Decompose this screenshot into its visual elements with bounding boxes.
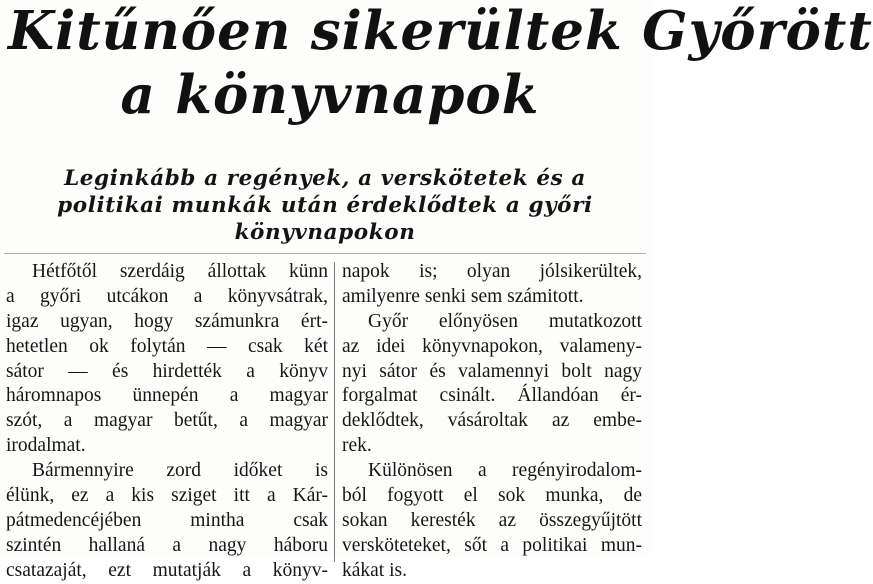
article-line: szót, a magyar betűt, a magyar <box>6 410 328 432</box>
article-line: irodalmat. <box>6 435 86 457</box>
article-line: Győr előnyösen mutatkozott <box>368 310 642 332</box>
article-line: deklődtek, vásároltak az embe- <box>342 410 642 432</box>
article-line: sokan keresték az összegyűjtött <box>342 509 642 531</box>
article-line: az idei könyvnapokon, valameny- <box>342 335 642 357</box>
column-divider <box>334 262 335 562</box>
subheadline-line-3: könyvnapokon <box>234 220 416 245</box>
article-line: nyi sátor és valamennyi bolt nagy <box>342 360 642 382</box>
article-line: a győri utcákon a könyvsátrak, <box>6 285 328 307</box>
article-line: ból fogyott el sok munka, de <box>342 485 642 507</box>
header-rule <box>4 253 646 254</box>
subheadline-line-1: Leginkább a regények, a verskötetek és a <box>64 166 586 191</box>
article-line: napok is; olyan jólsikerültek, <box>342 261 642 282</box>
article-line: Különösen a regényirodalom- <box>368 460 642 482</box>
article-line: pátmedencéjében mintha csak <box>6 509 328 531</box>
headline-line-1: Kitűnően sikerültek Győrött <box>8 0 873 62</box>
article-line: versköteteket, sőt a politikai mun- <box>342 534 642 556</box>
article-line: szintén hallaná a nagy háboru <box>6 534 328 556</box>
article-line: csatazaját, ezt mutatják a könyv- <box>6 559 328 581</box>
article-line: sátor — és hirdették a könyv <box>6 360 328 382</box>
article-line: kákat is. <box>342 559 407 581</box>
article-line: Hétfőtől szerdáig állottak künn <box>32 261 328 282</box>
article-line: élünk, ez a kis sziget itt a Kár- <box>6 485 328 507</box>
article-line: Bármennyire zord időket is <box>32 460 328 482</box>
article-column-left <box>6 260 328 584</box>
subheadline-line-2: politikai munkák után érdeklődtek a győri <box>57 193 593 218</box>
article-line: forgalmat csinált. Állandóan ér- <box>342 385 642 407</box>
headline-line-2: a könyvnapok <box>120 64 540 126</box>
article-line: igaz ugyan, hogy számunkra ért- <box>6 310 328 332</box>
article-column-right <box>342 260 642 584</box>
article-line: hetetlen ok folytán — csak két <box>6 335 328 357</box>
article-line: amilyenre senki sem számitott. <box>342 285 584 307</box>
article-line: háromnapos ünnepén a magyar <box>6 385 328 407</box>
article-line: rek. <box>342 435 372 457</box>
